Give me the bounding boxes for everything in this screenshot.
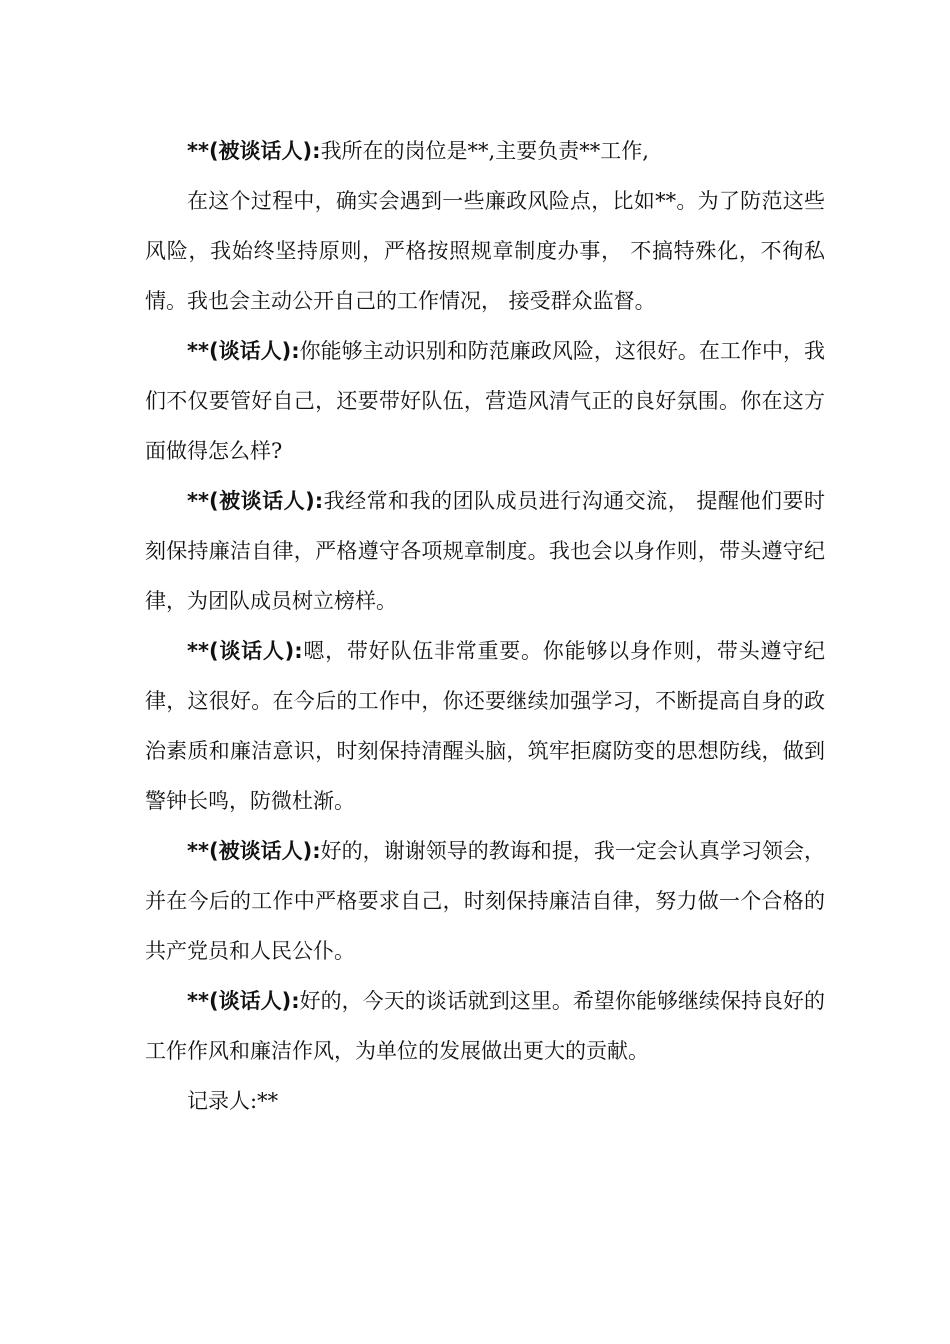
paragraph-3 <box>145 326 825 476</box>
recorder-line <box>145 1076 825 1126</box>
speaker-label: **(被谈话人): <box>187 839 321 863</box>
speaker-label: **(被谈话人): <box>187 139 321 163</box>
paragraph-text: 嗯，带好队伍非常重要。你能够以身作则，带头遵守纪律，这很好。在今后的工作中，你还要继续加强学习，不断提高自身的政治素质和廉洁意识，时刻保持清醒头脑，筑牢拒腐防变的思想防线，做到警钟长鸣，防微杜渐。 <box>145 639 825 813</box>
speaker-label: **(谈话人): <box>187 989 300 1013</box>
speaker-label: **(谈话人): <box>187 339 300 363</box>
recorder-text: 记录人:** <box>187 1089 279 1113</box>
paragraph-7 <box>145 976 825 1076</box>
paragraph-text: 我经常和我的团队成员进行沟通交流， 提醒他们要时刻保持廉洁自律，严格遵守各项规章制度。我也会以身作则，带头遵守纪律，为团队成员树立榜样。 <box>145 489 825 613</box>
paragraph-text: 我所在的岗位是**,主要负责**工作, <box>320 139 649 163</box>
speaker-label: **(被谈话人): <box>187 489 324 513</box>
speaker-label: **(谈话人): <box>187 639 303 663</box>
paragraph-6 <box>145 826 825 976</box>
paragraph-1 <box>145 126 825 176</box>
document-body <box>145 126 825 1126</box>
paragraph-text: 你能够主动识别和防范廉政风险，这很好。在工作中，我们不仅要管好自己，还要带好队伍，营造风清气正的良好氛围。你在这方面做得怎么样? <box>145 339 825 463</box>
paragraph-text: 好的，今天的谈话就到这里。希望你能够继续保持良好的工作作风和廉洁作风，为单位的发展做出更大的贡献。 <box>145 989 825 1063</box>
paragraph-4 <box>145 476 825 626</box>
paragraph-text: 好的，谢谢领导的教诲和提，我一定会认真学习领会，并在今后的工作中严格要求自己，时刻保持廉洁自律，努力做一个合格的共产党员和人民公仆。 <box>145 839 826 963</box>
paragraph-2 <box>145 176 825 326</box>
paragraph-text: 在这个过程中，确实会遇到一些廉政风险点，比如**。为了防范这些风险，我始终坚持原则，严格按照规章制度办事， 不搞特殊化，不徇私情。我也会主动公开自己的工作情况， 接受群众监督。 <box>145 189 825 313</box>
paragraph-5 <box>145 626 825 826</box>
